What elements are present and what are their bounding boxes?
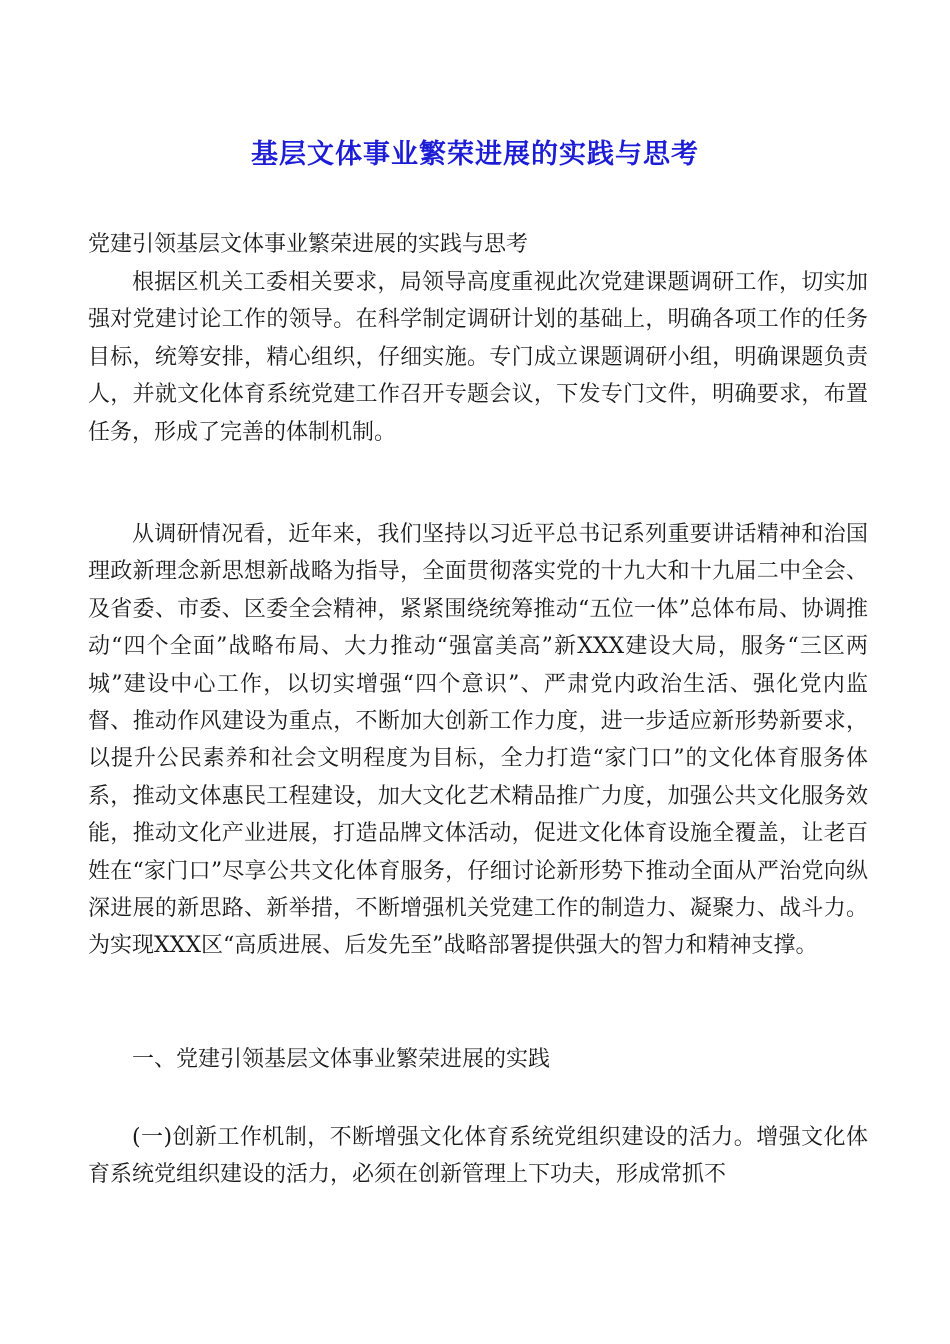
paragraph-text: 根据区机关工委相关要求，局领导高度重视此次党建课题调研工作，切实加强对党建讨论工作的领导。在科学制定调研计划的基础上，明确各项工作的任务目标，统筹安排，精心组织，仔细实施。专门成立课题调研小组，明确课题负责人，并就文化体育系统党建工作召开专题会议，下发专门文件，明确要求，布置任务，形成了完善的体制机制。 [88,270,868,445]
document-subtitle [88,226,868,263]
document-title: 基层文体事业繁荣进展的实践与思考 [251,139,699,170]
section-heading: 一、党建引领基层文体事业繁荣进展的实践 [132,1047,551,1072]
section-paragraph [88,1119,868,1194]
paragraph-text: 从调研情况看，近年来，我们坚持以习近平总书记系列重要讲话精神和治国理政新理念新思想新战略为指导，全面贯彻落实党的十九大和十九届二中全会、及省委、市委、区委全会精神，紧紧围绕统筹推动“五位一体”总体布局、协调推动“四个全面”战略布局、大力推动“强富美高”新XXX建设大局，服务“三区两城”建设中心工作，以切实增强“四个意识”、严肃党内政治生活、强化党内监督、推动作风建设为重点，不断加大创新工作力度，进一步适应新形势新要求，以提升公民素养和社会文明程度为目标，全力打造“家门口”的文化体育服务体系，推动文体惠民工程建设，加大文化艺术精品推广力度，加强公共文化服务效能，推动文化产业进展，打造品牌文体活动，促进文化体育设施全覆盖，让老百姓在“家门口”尽享公共文化体育服务，仔细讨论新形势下推动全面从严治党向纵深进展的新思路、新举措，不断增强机关党建工作的制造力、凝聚力、战斗力。为实现XXX区“高质进展、后发先至”战略部署提供强大的智力和精神支撑。 [88,522,868,959]
paragraph-text: (一)创新工作机制，不断增强文化体育系统党组织建设的活力。增强文化体育系统党组织建设的活力，必须在创新管理上下功夫，形成常抓不 [88,1125,868,1188]
subtitle-text: 党建引领基层文体事业繁荣进展的实践与思考 [88,232,529,257]
paragraph-2 [88,516,868,965]
paragraph-1 [88,264,868,451]
